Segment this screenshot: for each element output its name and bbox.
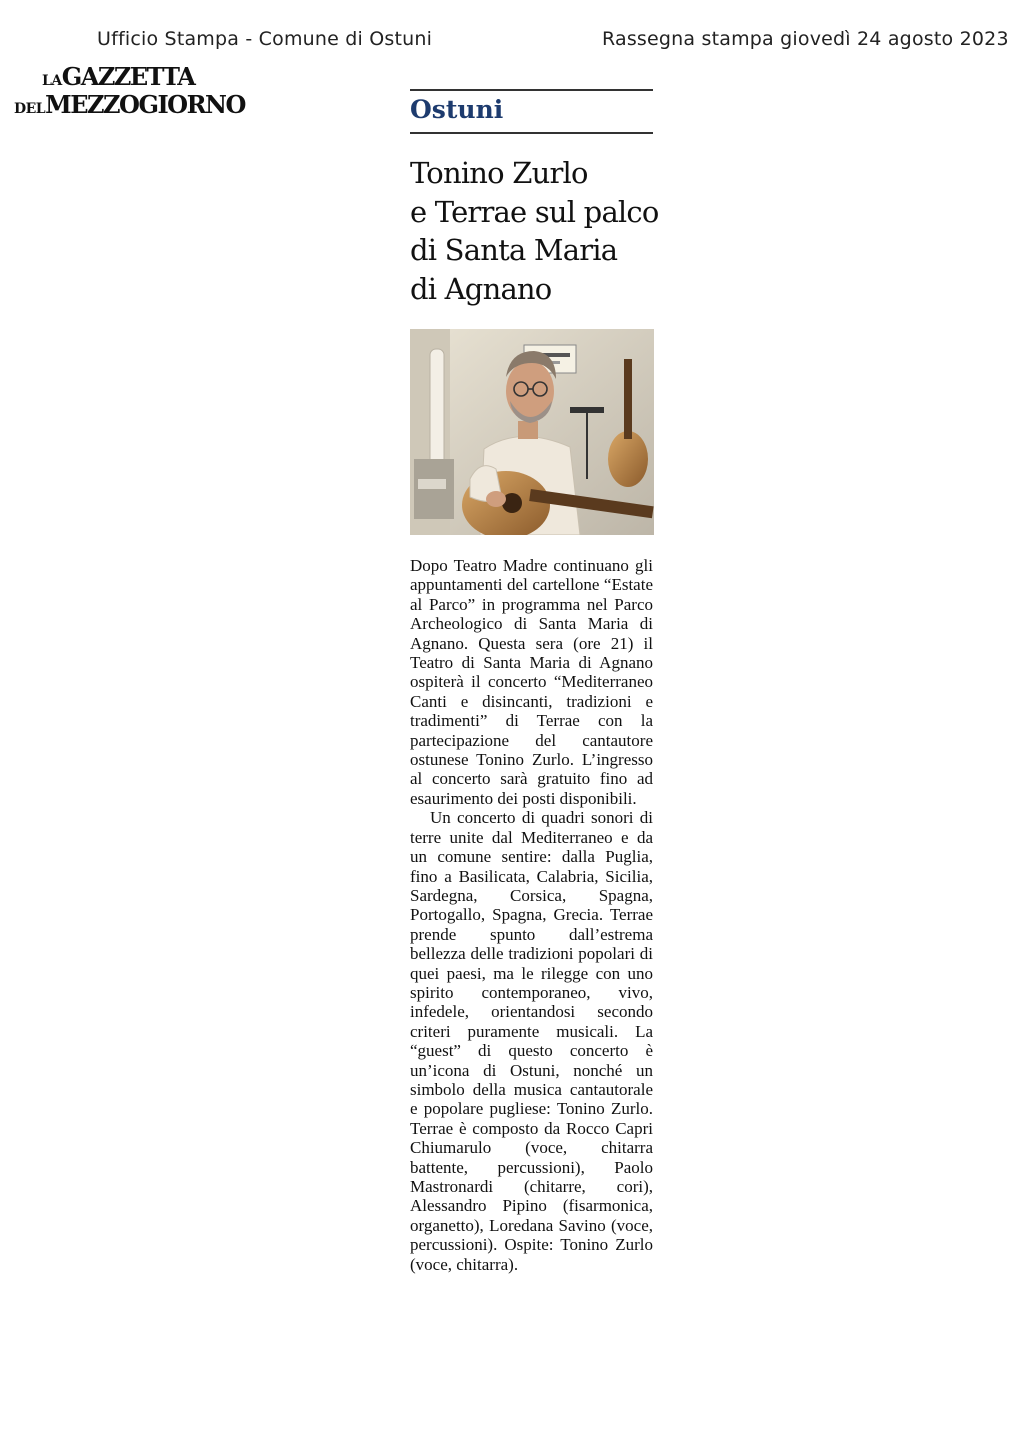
headline-line: e Terrae sul palco	[410, 194, 659, 229]
masthead-line-1-prefix: LA	[42, 73, 62, 89]
section-rule-bottom	[410, 132, 653, 134]
masthead-line-1-main: GAZZETTA	[61, 62, 195, 91]
article-paragraph: Un concerto di quadri sonori di terre unite dal Mediterraneo e da un comune sentire: dalla Puglia, fino a Basilicata, Calabria, Sicilia, Sardegna, Corsica, Spagna, Portogallo, Spagna, Grecia. Terrae prende spunto dall’estrema bellezza delle tradizioni popolari di quei paesi, ma le rilegge con uno spirito contemporaneo, vivo, infedele, orientandosi secondo criteri puramente musicali. La “guest” di questo concerto è un’icona di Ostuni, nonché un simbolo della musica cantautorale e popolare pugliese: Tonino Zurlo. Terrae è composto da Rocco Capri Chiumarulo (voce, chitarra battente, percussioni), Paolo Mastronardi (chitarre, cori), Alessandro Pipino (fisarmonica, organetto), Loredana Savino (voce, percussioni). Ospite: Tonino Zurlo (voce, chitarra).	[410, 808, 653, 1274]
headline-line: di Agnano	[410, 271, 552, 306]
press-office-label: Ufficio Stampa - Comune di Ostuni	[97, 28, 433, 50]
guitarist-photo	[410, 329, 654, 535]
headline-line: di Santa Maria	[410, 233, 618, 267]
masthead-line-2	[14, 90, 245, 119]
masthead-line-2-prefix: DEL	[14, 101, 46, 117]
press-review-date: Rassegna stampa giovedì 24 agosto 2023	[602, 28, 1009, 50]
article-paragraph: Dopo Teatro Madre continuano gli appuntamenti del cartellone “Estate al Parco” in programma nel Parco Archeologico di Santa Maria di Agnano. Questa sera (ore 21) il Teatro di Santa Maria di Agnano ospiterà il concerto “Mediterraneo Canti e disincanti, tradizioni e tradimenti” di Terrae con la partecipazione del cantautore ostunese Tonino Zurlo. L’ingresso al concerto sarà gratuito fino ad esaurimento dei posti disponibili.	[410, 556, 653, 808]
article-body	[410, 556, 653, 1274]
section-rule-top	[410, 89, 653, 91]
headline-line: Tonino Zurlo	[410, 156, 588, 190]
article-headline	[410, 154, 660, 308]
section-title: Ostuni	[410, 95, 504, 124]
masthead-line-1	[42, 62, 194, 91]
masthead-line-2-main: MEZZOGIORNO	[45, 90, 245, 119]
